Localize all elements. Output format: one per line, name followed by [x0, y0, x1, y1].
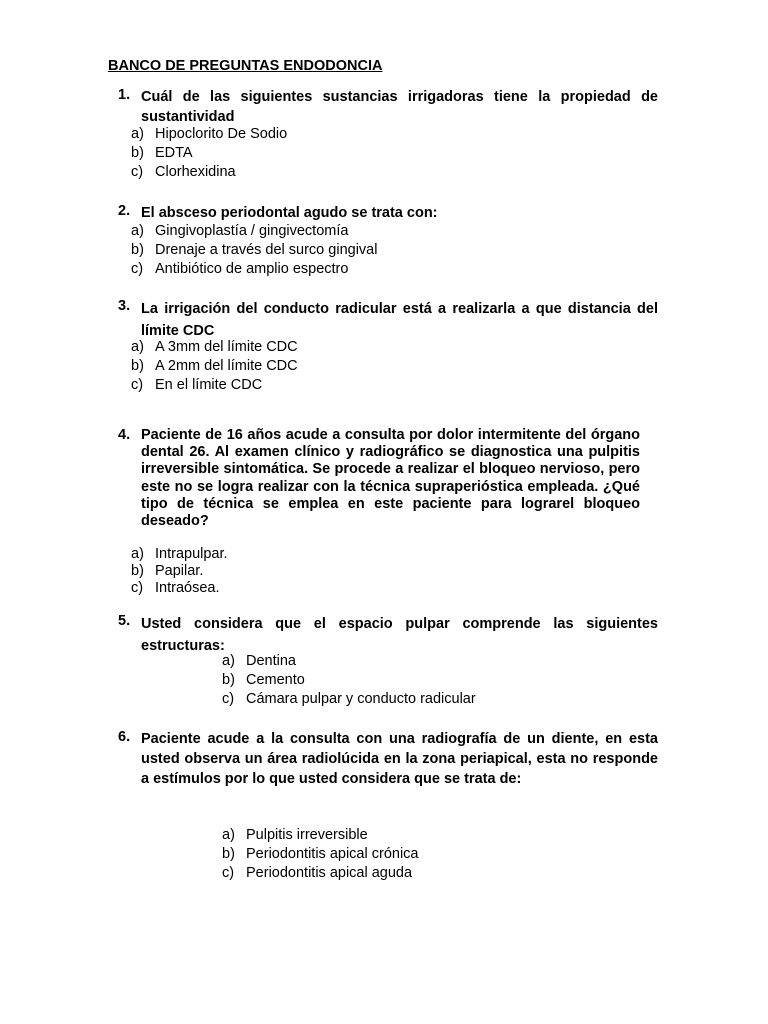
option-letter: a)	[222, 827, 235, 843]
option-letter: c)	[131, 377, 144, 393]
question-2-option-c	[131, 261, 348, 277]
question-3-option-a	[131, 339, 298, 355]
question-5-option-c	[222, 691, 476, 707]
question-4-number: 4.	[118, 427, 131, 443]
option-letter: a)	[222, 653, 235, 669]
question-6-text: Paciente acude a la consulta con una radiografía de un diente, en esta usted observa un área radiolúcida en la zona periapical, esta no responde a estímulos por lo que usted considera que se trata de:	[141, 731, 658, 787]
question-2-option-b	[131, 242, 377, 258]
option-text: A 2mm del límite CDC	[155, 358, 298, 374]
option-letter: a)	[131, 223, 144, 239]
option-text: EDTA	[155, 145, 193, 161]
option-letter: c)	[131, 261, 144, 277]
question-5-option-a	[222, 653, 296, 669]
question-5-option-b	[222, 672, 305, 688]
question-1-option-c	[131, 164, 236, 180]
option-text: Periodontitis apical crónica	[246, 846, 419, 862]
option-text: Clorhexidina	[155, 164, 236, 180]
document-title: BANCO DE PREGUNTAS ENDODONCIA	[108, 58, 383, 74]
option-text: Cámara pulpar y conducto radicular	[246, 691, 476, 707]
option-text: A 3mm del límite CDC	[155, 339, 298, 355]
option-letter: c)	[131, 164, 144, 180]
question-4-option-c	[131, 580, 220, 596]
option-text: Periodontitis apical aguda	[246, 865, 413, 881]
option-letter: a)	[131, 126, 144, 142]
option-letter: b)	[222, 672, 235, 688]
option-letter: b)	[131, 145, 144, 161]
option-text: Intraósea.	[155, 580, 220, 596]
question-3-text: La irrigación del conducto radicular está a realizarla a que distancia del límite CDC	[141, 301, 658, 339]
question-6-option-c	[222, 865, 412, 881]
option-text: Drenaje a través del surco gingival	[155, 242, 378, 258]
option-text: Hipoclorito De Sodio	[155, 126, 288, 142]
option-text: Dentina	[246, 653, 296, 669]
option-letter: c)	[131, 580, 144, 596]
option-text: En el límite CDC	[155, 377, 263, 393]
option-letter: c)	[222, 691, 235, 707]
question-2-option-a	[131, 223, 348, 239]
question-5-number: 5.	[118, 613, 131, 629]
question-1-option-a	[131, 126, 287, 142]
option-text: Papilar.	[155, 563, 204, 579]
question-4-option-b	[131, 563, 203, 579]
question-2-text: El absceso periodontal agudo se trata con:	[141, 205, 438, 221]
question-3-option-c	[131, 377, 262, 393]
option-letter: b)	[131, 242, 144, 258]
option-letter: a)	[131, 546, 144, 562]
option-letter: a)	[131, 339, 144, 355]
option-letter: b)	[222, 846, 235, 862]
question-1-text: Cuál de las siguientes sustancias irrigadoras tiene la propiedad de sustantividad	[141, 89, 658, 125]
option-text: Antibiótico de amplio espectro	[155, 261, 349, 277]
question-4-text: Paciente de 16 años acude a consulta por dolor intermitente del órgano dental 26. Al examen clínico y radiográfico se diagnostica una pulpitis irreversible sintomática. Se procede a realizar el bloqueo nervioso, pero este no se logra realizar con la técnica supraperióstica empleada. ¿Qué tipo de técnica se emplea en este paciente para lograrel bloqueo deseado?	[141, 427, 640, 530]
question-6-option-b	[222, 846, 418, 862]
option-text: Pulpitis irreversible	[246, 827, 368, 843]
option-text: Gingivoplastía / gingivectomía	[155, 223, 349, 239]
question-1-option-b	[131, 145, 193, 161]
question-3-number: 3.	[118, 298, 131, 314]
option-letter: b)	[131, 563, 144, 579]
question-1-number: 1.	[118, 87, 131, 103]
option-letter: b)	[131, 358, 144, 374]
option-letter: c)	[222, 865, 235, 881]
question-6-option-a	[222, 827, 368, 843]
question-4-option-a	[131, 546, 228, 562]
option-text: Cemento	[246, 672, 305, 688]
option-text: Intrapulpar.	[155, 546, 228, 562]
question-6-number: 6.	[118, 729, 131, 745]
question-2-number: 2.	[118, 203, 131, 219]
question-3-option-b	[131, 358, 298, 374]
question-5-text: Usted considera que el espacio pulpar comprende las siguientes estructuras:	[141, 616, 658, 654]
